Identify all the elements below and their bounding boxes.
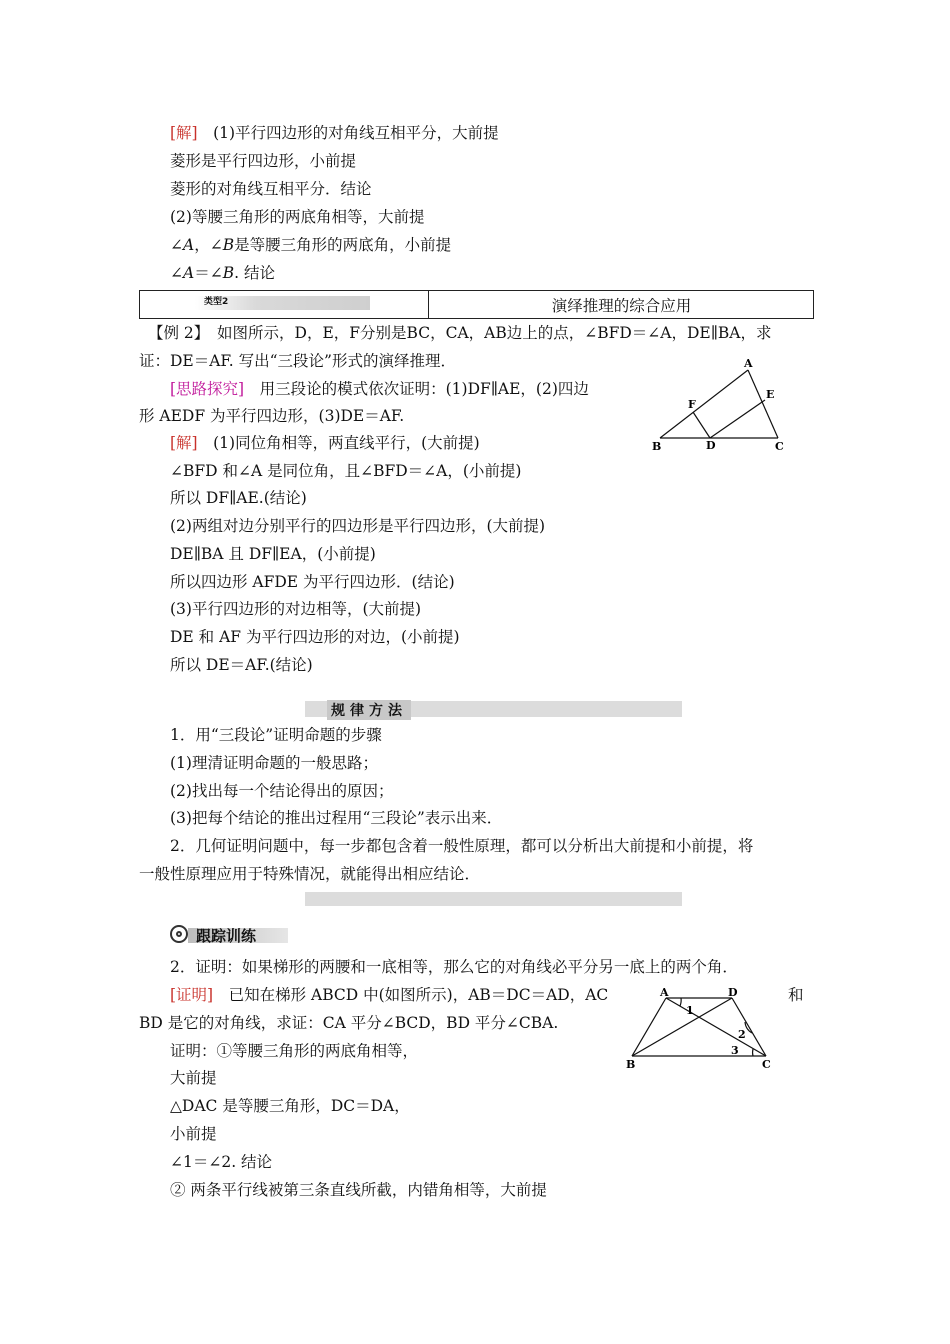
track-header xyxy=(170,925,285,945)
solution-tag: [解] xyxy=(170,434,198,452)
proof-line-4: 大前提 xyxy=(170,1069,217,1087)
label-c: C xyxy=(775,440,784,453)
think-line-1 xyxy=(170,378,589,400)
triangle-figure xyxy=(648,356,798,454)
text: ＝∠ xyxy=(194,264,223,282)
track-question: 2．证明：如果梯形的两腰和一底相等，那么它的对角线必平分另一底上的两个角． xyxy=(170,958,738,976)
var-a: A xyxy=(183,236,195,254)
proof-line-8: ② 两条平行线被第三条直线所截，内错角相等，大前提 xyxy=(170,1181,547,1199)
method-line-4: (3)把每个结论的推出过程用“三段论”表示出来． xyxy=(170,809,503,827)
solution-line-2: 菱形是平行四边形，小前提 xyxy=(170,152,357,170)
example-text: 如图所示，D，E，F分别是BC，CA，AB边上的点，∠BFD＝∠A，DE∥BA，求 xyxy=(201,324,772,342)
solution-line-1 xyxy=(170,122,499,144)
angle-label-2: 2 xyxy=(738,1028,746,1041)
type-tag-label: 类型2 xyxy=(204,297,229,307)
solution-line-5 xyxy=(170,234,451,256)
var-b: B xyxy=(222,264,235,282)
angle-sign: ∠ xyxy=(170,264,183,282)
ex-solution-line-3: 所以 DF∥AE.(结论) xyxy=(170,489,307,507)
ex-solution-line-2: ∠BFD 和∠A 是同位角，且∠BFD＝∠A，(小前提) xyxy=(170,462,522,480)
proof-line-5: △DAC 是等腰三角形，DC＝DA， xyxy=(170,1097,410,1115)
label-f: F xyxy=(688,398,696,411)
segment-df xyxy=(693,412,710,438)
proof-text: 已知在梯形 ABCD 中(如图所示)，AB＝DC＝AD，AC xyxy=(213,986,609,1004)
solution-line-3: 菱形的对角线互相平分．结论 xyxy=(170,180,372,198)
example-line-2: 证：DE＝AF. 写出“三段论”形式的演绎推理． xyxy=(139,352,456,370)
text: ，∠ xyxy=(194,236,223,254)
proof-line-1-end: 和 xyxy=(788,986,804,1004)
method-line-3: (2)找出每一个结论得出的原因； xyxy=(170,782,394,800)
method-line-2: (1)理清证明命题的一般思路； xyxy=(170,754,378,772)
ex-solution-line-1 xyxy=(170,432,480,454)
solution-tag: [解] xyxy=(170,124,198,142)
proof-tag: [证明] xyxy=(170,986,214,1004)
trapezoid-figure xyxy=(620,988,780,1074)
label-d: D xyxy=(706,439,716,452)
method-line-5: 2．几何证明问题中，每一步都包含着一般性原理，都可以分析出大前提和小前提，将 xyxy=(170,837,754,855)
label-b: B xyxy=(652,440,662,453)
label-c: C xyxy=(762,1058,771,1071)
type-title: 演绎推理的综合应用 xyxy=(551,297,692,315)
proof-line-3: 证明：①等腰三角形的两底角相等， xyxy=(170,1042,419,1060)
proof-line-1 xyxy=(170,984,608,1006)
method-line-6: 一般性原理应用于特殊情况，就能得出相应结论． xyxy=(139,865,481,883)
example-tag: 【例 2】 xyxy=(148,324,202,342)
angle-label-3: 3 xyxy=(731,1044,739,1057)
text: 是等腰三角形的两底角，小前提 xyxy=(234,236,452,254)
track-title: 跟踪训练 xyxy=(196,927,257,945)
ex-solution-line-9: 所以 DE＝AF.(结论) xyxy=(170,656,313,674)
solution-text: (1)同位角相等，两直线平行，(大前提) xyxy=(197,434,480,452)
ex-solution-line-8: DE 和 AF 为平行四边形的对边，(小前提) xyxy=(170,628,460,646)
var-b: B xyxy=(222,236,235,254)
ex-solution-line-6: 所以四边形 AFDE 为平行四边形．(结论) xyxy=(170,573,455,591)
edge-ab xyxy=(632,998,666,1056)
label-a: A xyxy=(660,988,669,999)
ex-solution-line-5: DE∥BA 且 DF∥EA，(小前提) xyxy=(170,545,376,563)
solution-line-4: (2)等腰三角形的两底角相等，大前提 xyxy=(170,208,425,226)
example-line-1 xyxy=(148,322,771,344)
edge-ac xyxy=(748,370,778,438)
method-title: 规律方法 xyxy=(327,700,411,720)
segment-de xyxy=(710,400,765,438)
label-e: E xyxy=(766,388,775,401)
solution-line-6 xyxy=(170,262,275,284)
proof-line-6: 小前提 xyxy=(170,1125,217,1143)
proof-line-2: BD 是它的对角线，求证：CA 平分∠BCD，BD 平分∠CBA. xyxy=(139,1014,559,1032)
ex-solution-line-7: (3)平行四边形的对边相等，(大前提) xyxy=(170,600,422,618)
label-b: B xyxy=(626,1058,636,1071)
think-text: 用三段论的模式依次证明：(1)DF∥AE，(2)四边 xyxy=(244,380,589,398)
method-band xyxy=(305,701,682,717)
think-tag: [思路探究] xyxy=(170,380,245,398)
angle-sign: ∠ xyxy=(170,236,183,254)
type-header-box xyxy=(139,290,814,319)
method-end-band xyxy=(305,892,682,906)
label-d: D xyxy=(728,988,738,999)
think-line-2: 形 AEDF 为平行四边形，(3)DE＝AF. xyxy=(139,407,405,425)
ex-solution-line-4: (2)两组对边分别平行的四边形是平行四边形，(大前提) xyxy=(170,517,546,535)
method-line-1: 1．用“三段论”证明命题的步骤 xyxy=(170,726,382,744)
var-a: A xyxy=(183,264,195,282)
solution-text: (1)平行四边形的对角线互相平分，大前提 xyxy=(213,124,499,142)
proof-line-7: ∠1＝∠2. 结论 xyxy=(170,1153,273,1171)
angle-label-1: 1 xyxy=(686,1004,694,1017)
target-icon xyxy=(170,925,188,943)
label-a: A xyxy=(744,357,753,370)
arc-1 xyxy=(680,998,681,1006)
text: . 结论 xyxy=(234,264,275,282)
